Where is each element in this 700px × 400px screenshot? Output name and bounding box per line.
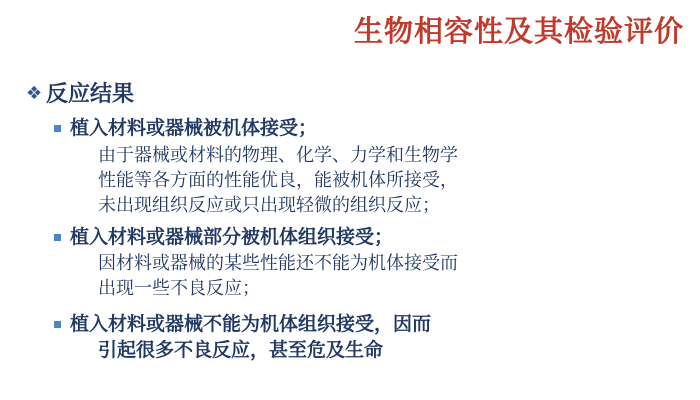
- section-heading-label: 反应结果: [46, 82, 135, 107]
- bullet-item-3-row: [54, 312, 690, 338]
- bullet-item-3-label: 植入材料或器械不能为机体组织接受，因而: [70, 312, 432, 335]
- bullet-item-3-detail: [98, 338, 690, 364]
- bullet-item-1-detail-line-3: 未出现组织反应或只出现轻微的组织反应；: [98, 195, 440, 217]
- section-heading: [26, 82, 690, 108]
- slide-title: 生物相容性及其检验评价: [353, 14, 684, 48]
- bullet-item-1-detail-line-1: 由于器械或材料的物理、化学、力学和生物学: [98, 145, 458, 167]
- bullet-item-1: [54, 116, 690, 218]
- square-bullet-icon: [54, 116, 70, 132]
- bullet-item-2-detail-line-2: 出现一些不良反应；: [98, 278, 260, 300]
- square-bullet-icon: [54, 312, 70, 328]
- bullet-item-3-detail-line-1: 引起很多不良反应，甚至危及生命: [98, 339, 384, 362]
- square-bullet-icon: [54, 225, 70, 241]
- bullet-item-1-detail-line-2: 性能等各方面的性能优良，能被机体所接受，: [98, 170, 458, 192]
- bullet-item-2-detail: [98, 251, 690, 301]
- bullet-item-1-detail: [98, 143, 690, 219]
- bullet-item-1-label: 植入材料或器械被机体接受；: [70, 117, 318, 140]
- bullet-item-1-row: [54, 116, 690, 142]
- bullet-item-3: [54, 312, 690, 364]
- bullet-item-2-row: [54, 225, 690, 251]
- diamond-bullet-icon: ❖: [26, 83, 43, 104]
- bullet-item-2-detail-line-1: 因材料或器械的某些性能还不能为机体接受而: [98, 253, 458, 275]
- slide-body: [26, 82, 690, 370]
- bullet-item-2-label: 植入材料或器械部分被机体组织接受；: [70, 225, 394, 248]
- top-edge-divider: [0, 0, 700, 3]
- bullet-item-2: [54, 225, 690, 302]
